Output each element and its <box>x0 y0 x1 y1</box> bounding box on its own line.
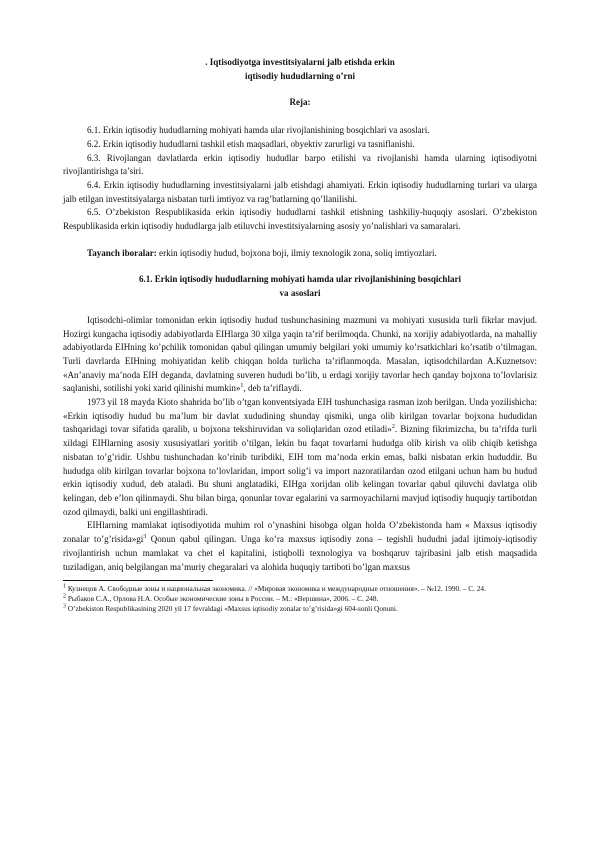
footnote-mark-2: 2 <box>63 593 66 600</box>
footnote-ref-1: 1 <box>240 383 244 390</box>
paragraph-2-text: 1973 yil 18 mayda Kioto shahrida bo’lib o’tgan konventsiyada EIH tushunchasiga rasman izoh berilgan. Unda yozilishicha: «Erkin iqtisodiy hudud bu ma’lum bir davlat xududining shunday qismiki, unga olib kirilgan tovarlar bojxona hududidan tashqaridagi tovar sifatida qaralib, u bojxona tekshiruvidan va soliqlaridan ozod etiladi» <box>63 397 537 435</box>
paragraph-3-text: EIHlarning mamlakat iqtisodiyotida muhim rol o’ynashini hisobga olgan holda O’zbekistonda ham « Maxsus iqtisodiy zonalar to’g’risida»gi <box>63 520 537 545</box>
footnote-ref-3: 3 <box>143 534 147 541</box>
plan-item-5: 6.5. O’zbekiston Respublikasida erkin iqtisodiy hududlarni tashkil etishning tashkiliy-huquqiy asoslari. O’zbekiston Respublikasida erkin iqtisodiy hududlarga jalb etiluvchi investitsiyalarning asosiy yo’nalishlari va samaralari. <box>63 207 537 232</box>
footnote-1-text: Кузнецов А. Свободные зоны и национальная экономика. // «Мировая экономика и международные отношения». – №12. 1990. – С. 24. <box>67 584 486 594</box>
footnote-3 <box>63 604 537 614</box>
paragraph-3 <box>63 519 537 574</box>
title-line-2: iqtisodiy hududlarning o’rni <box>244 70 356 81</box>
section-heading-line-2: va asoslari <box>279 288 321 299</box>
footnote-1 <box>63 584 537 594</box>
paragraph-1-text-end: , deb ta’riflaydi. <box>243 383 302 394</box>
footnote-2 <box>63 594 537 604</box>
keywords-label: Tayanch iboralar: <box>87 247 157 258</box>
footnote-separator <box>63 580 213 581</box>
footnote-mark-1: 1 <box>63 583 66 590</box>
section-heading-line-1: 6.1. Erkin iqtisodiy hududlarning mohiyati hamda ular rivojlanishining bosqichlari <box>138 274 462 285</box>
title-line-1: . Iqtisodiyotga investitsiyalarni jalb etishda erkin <box>205 57 395 67</box>
plan-heading: Reja: <box>289 97 311 108</box>
footnote-mark-3: 3 <box>63 603 66 610</box>
section-heading <box>63 273 537 300</box>
paragraph-1 <box>63 314 537 396</box>
paragraph-2 <box>63 396 537 519</box>
plan-item-3: 6.3. Rivojlangan davlatlarda erkin iqtisodiy hududlar barpo etilishi va rivojlanishi hamda ularning iqtisodiyotni rivojlantirishga ta’siri. <box>63 152 537 177</box>
footnote-2-text: Рыбаков С.А., Орлова Н.А. Особые экономические зоны в России. – М.: «Вершина», 2006. – С. 248. <box>67 594 379 604</box>
paragraph-2-text-end: . Bizning fikrimizcha, bu ta’rifda turli xildagi EIHlarning asosiy xususiyatlari yoritib o’tilgan, lekin bu faqat tovarlarni hududga olib kirish va olib chiqib ketishga nisbatan to’g’ridir. Ushbu tushunchadan ko’rinib turibdiki, EIH tom ma’noda erkin emas, balki nisbatan erkin hududdir. Bu hududga olib kirilgan tovarlar bojxona to’lovlaridan, import solig’i va import nazoratilardan ozod etilgani uchun ham bu hudud erkin iqtisodiy xudud, deb ataladi. Bu shuni anglatadiki, EIHga xorijdan olib kelingan tovarlar qabul qiluvchi davlatga olib kelingan, deb e’lon qilinmaydi. Shu bilan birga, qonunlar tovar egalarini va sarmoyachilarni mavjud iqtisodiy huquqiy tartibotdan ozod qilmaydi, balki uni engillashtiradi. <box>63 424 538 517</box>
footnote-3-text: O’zbekiston Respublikasining 2020 yil 17 fevraldagi «Maxsus iqtisodiy zonalar to’g’risida»gi 604-sonli Qonuni. <box>67 604 398 614</box>
footnote-ref-2: 2 <box>391 424 395 431</box>
plan-item-2: 6.2. Erkin iqtisodiy hududlarni tashkil etish maqsadlari, obyektiv zarurligi va tasniflanishi. <box>87 138 415 149</box>
plan-item-1: 6.1. Erkin iqtisodiy hududlarning mohiyati hamda ular rivojlanishining bosqichlari va asoslari. <box>87 125 430 136</box>
paragraph-1-text: Iqtisodchi-olimlar tomonidan erkin iqtisodiy hudud tushunchasining mazmuni va mohiyati xususida turli fikrlar mavjud. Hozirgi kungacha iqtisodiy adabiyotlarda EIHlarga 30 xilga yaqin ta’rif berilmoqda. Chunki, na xorijiy adabiyotlarda, na mahalliy adabiyotlarda EIHning ko’pchilik tomonidan qabul qilingan umumiy belgilari yoki umumiy ko’rsatkichlari ko’rsatib o’tilmagan. Turli davrlarda EIHning mohiyatidan kelib chiqqan holda turlicha ta’riflanmoqda. Masalan, iqtisodchilardan A.Kuznetsov: «An’anaviy ma’noda EIH deganda, davlatning suveren hududi bo’lib, u erdagi xorijiy tavorlar hech qanday bojxona to’lovlarisiz saqlanishi, sotilishi yoki xarid qilinishi mumkin» <box>63 314 537 394</box>
keywords-text: erkin iqtisodiy hudud, bojxona boji, ilmiy texnologik zona, soliq imtiyozlari. <box>156 247 437 258</box>
keywords <box>63 247 537 261</box>
paragraph-3-text-end: Qonun qabul qilingan. Unga ko’ra maxsus iqtisodiy zona – tegishli hududni jadal ijtimoiy-iqtisodiy rivojlantirish uchun mamlakat va chet el kapitalini, istiqbolli texnologiya va boshqaruv tajribasini jalb etish maqsadida tuziladigan, aniq belgilangan ma’muriy chegaralari va alohida huquqiy tartiboti bo’lgan maxsus <box>63 534 537 572</box>
plan-item-4: 6.4. Erkin iqtisodiy hududlarning investitsiyalarni jalb etishdagi ahamiyati. Erkin iqtisodiy hududlarning turlari va ularga jalb etilgan investitsiyalarga nisbatan turli imtiyoz va rag’batlarning qo’llanilishi. <box>63 179 537 204</box>
document-content <box>63 56 537 614</box>
page-title <box>63 56 537 83</box>
